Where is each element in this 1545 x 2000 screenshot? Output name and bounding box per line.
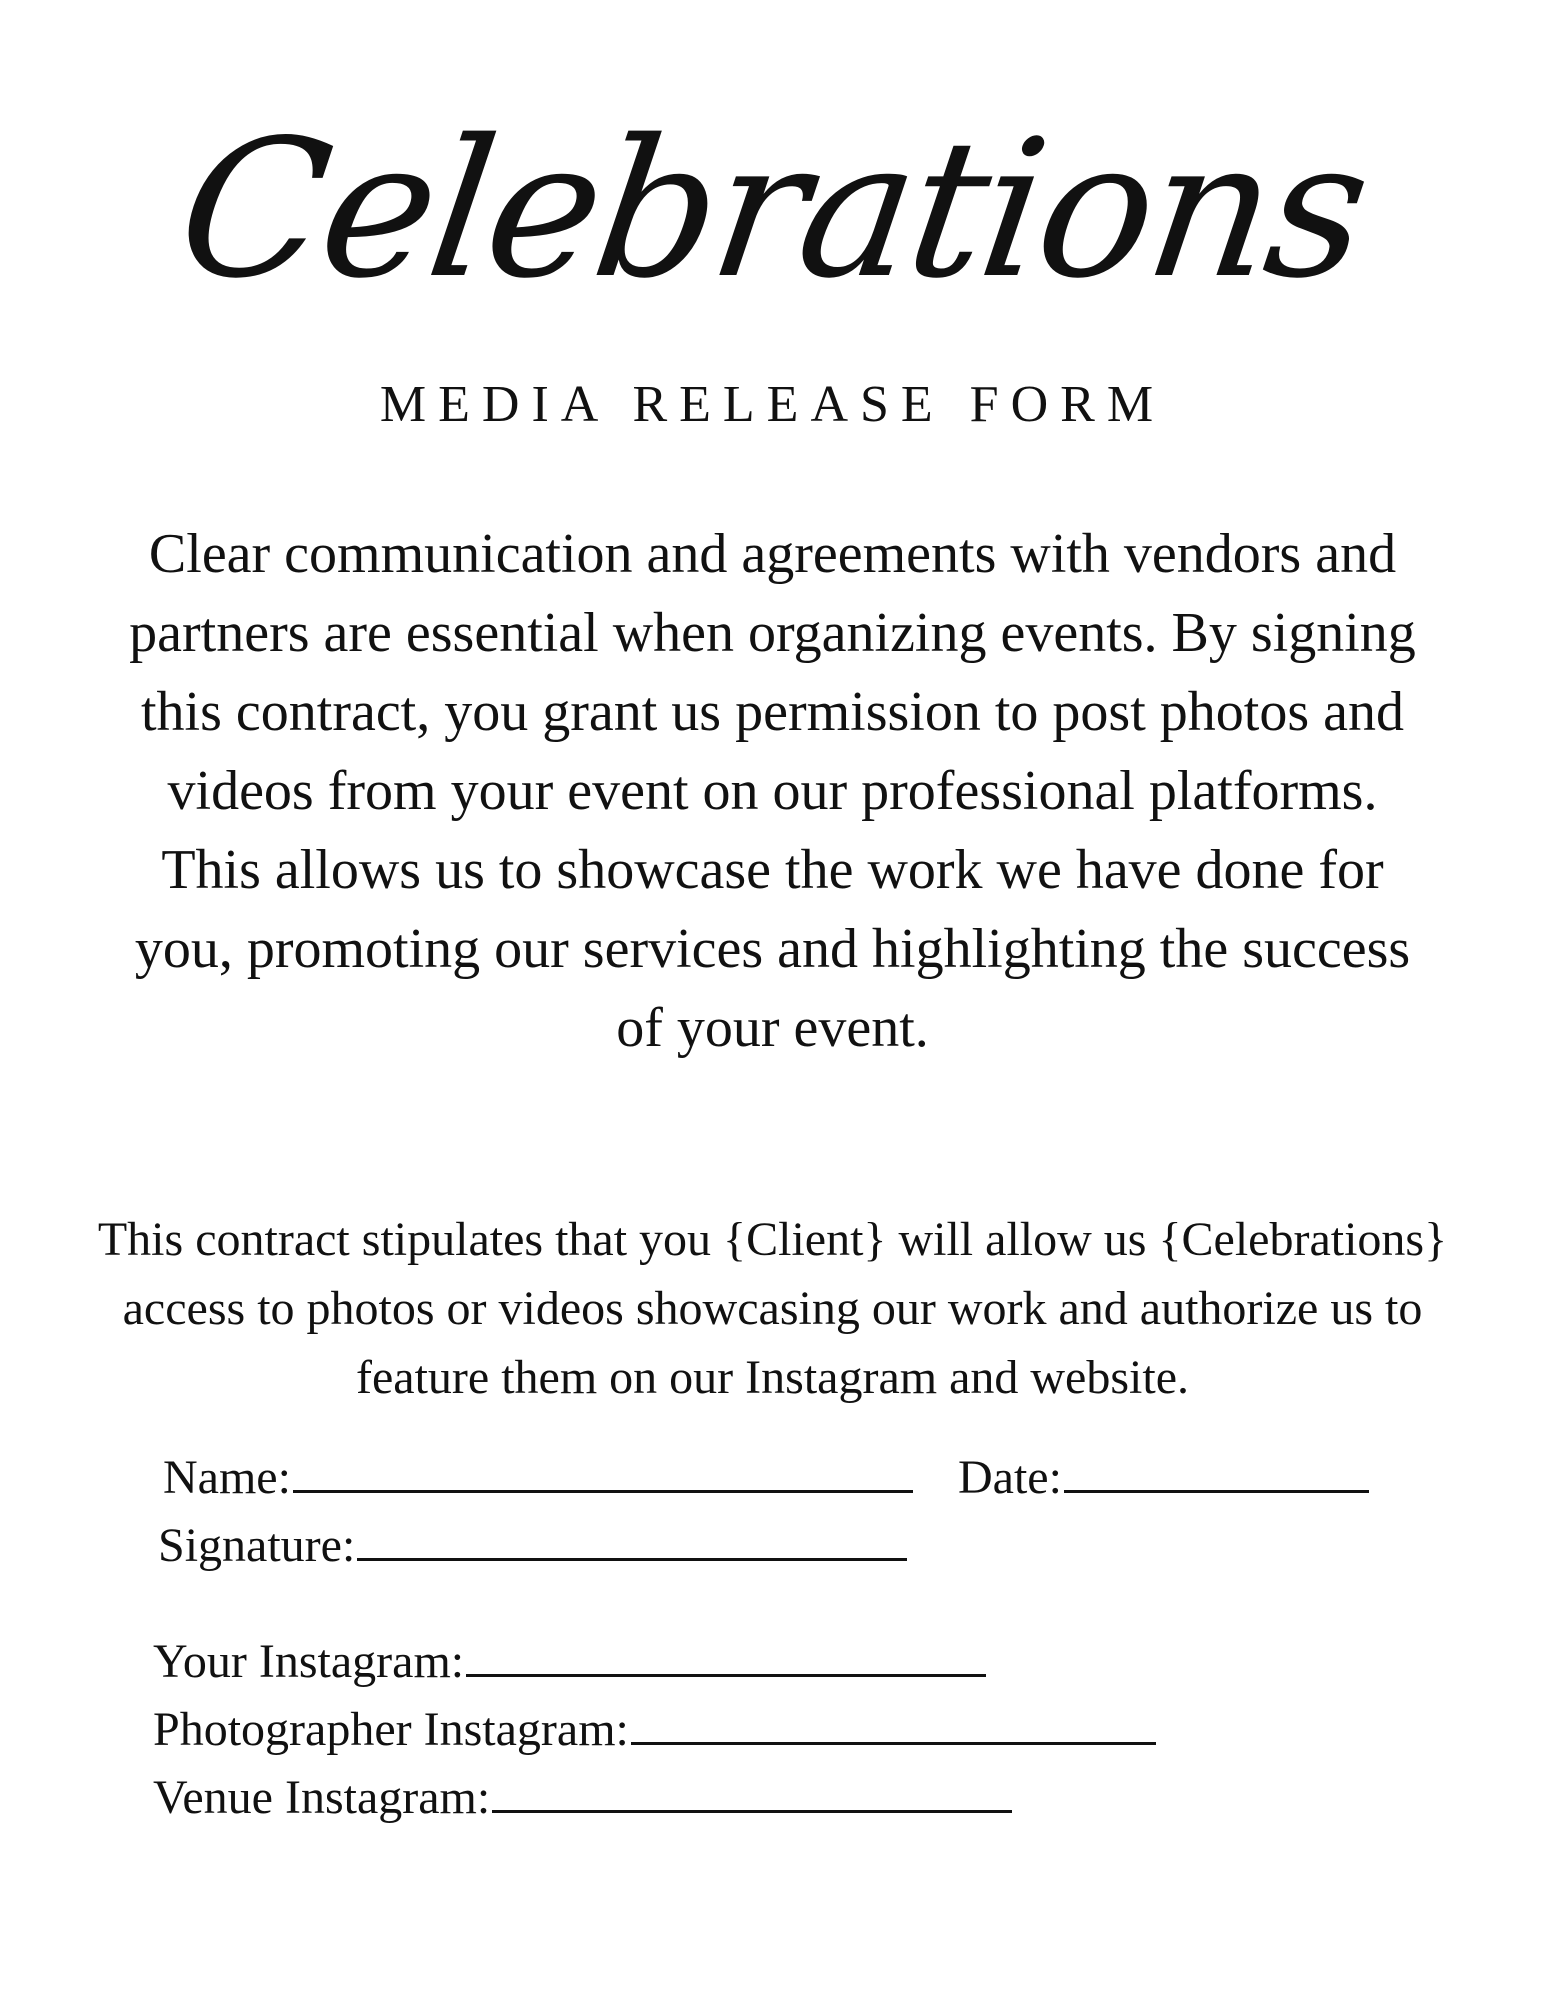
venue-instagram-blank-line[interactable] xyxy=(492,1770,1012,1813)
name-field xyxy=(163,1450,913,1506)
your-instagram-field xyxy=(153,1634,986,1690)
your-instagram-label: Your Instagram: xyxy=(153,1635,465,1688)
photographer-instagram-field xyxy=(153,1702,1156,1758)
photographer-instagram-blank-line[interactable] xyxy=(631,1702,1156,1745)
form-title: MEDIA RELEASE FORM xyxy=(379,376,1166,433)
venue-instagram-label: Venue Instagram: xyxy=(153,1771,491,1824)
photographer-instagram-label: Photographer Instagram: xyxy=(153,1703,629,1756)
date-blank-line[interactable] xyxy=(1064,1450,1369,1493)
signature-field xyxy=(158,1518,907,1574)
signature-label: Signature: xyxy=(158,1519,356,1572)
stipulation-paragraph: This contract stipulates that you {Client} will allow us {Celebrations} access to photos or videos showcasing our work and authorize us to feature them on our Instagram and website. xyxy=(97,1213,1448,1404)
name-blank-line[interactable] xyxy=(293,1450,913,1493)
signature-blank-line[interactable] xyxy=(357,1518,907,1561)
date-label: Date: xyxy=(958,1451,1062,1504)
your-instagram-blank-line[interactable] xyxy=(466,1634,986,1677)
brand-wordmark: Celebrations xyxy=(166,99,1379,320)
intro-paragraph: Clear communication and agreements with vendors and partners are essential when organizing events. By signing this contract, you grant us permission to post photos and videos from your event on our professional platforms. This allows us to showcase the work we have done for you, promoting our services and highlighting the success of your event. xyxy=(129,523,1416,1059)
name-label: Name: xyxy=(163,1451,291,1504)
date-field xyxy=(958,1450,1369,1506)
venue-instagram-field xyxy=(153,1770,1012,1826)
